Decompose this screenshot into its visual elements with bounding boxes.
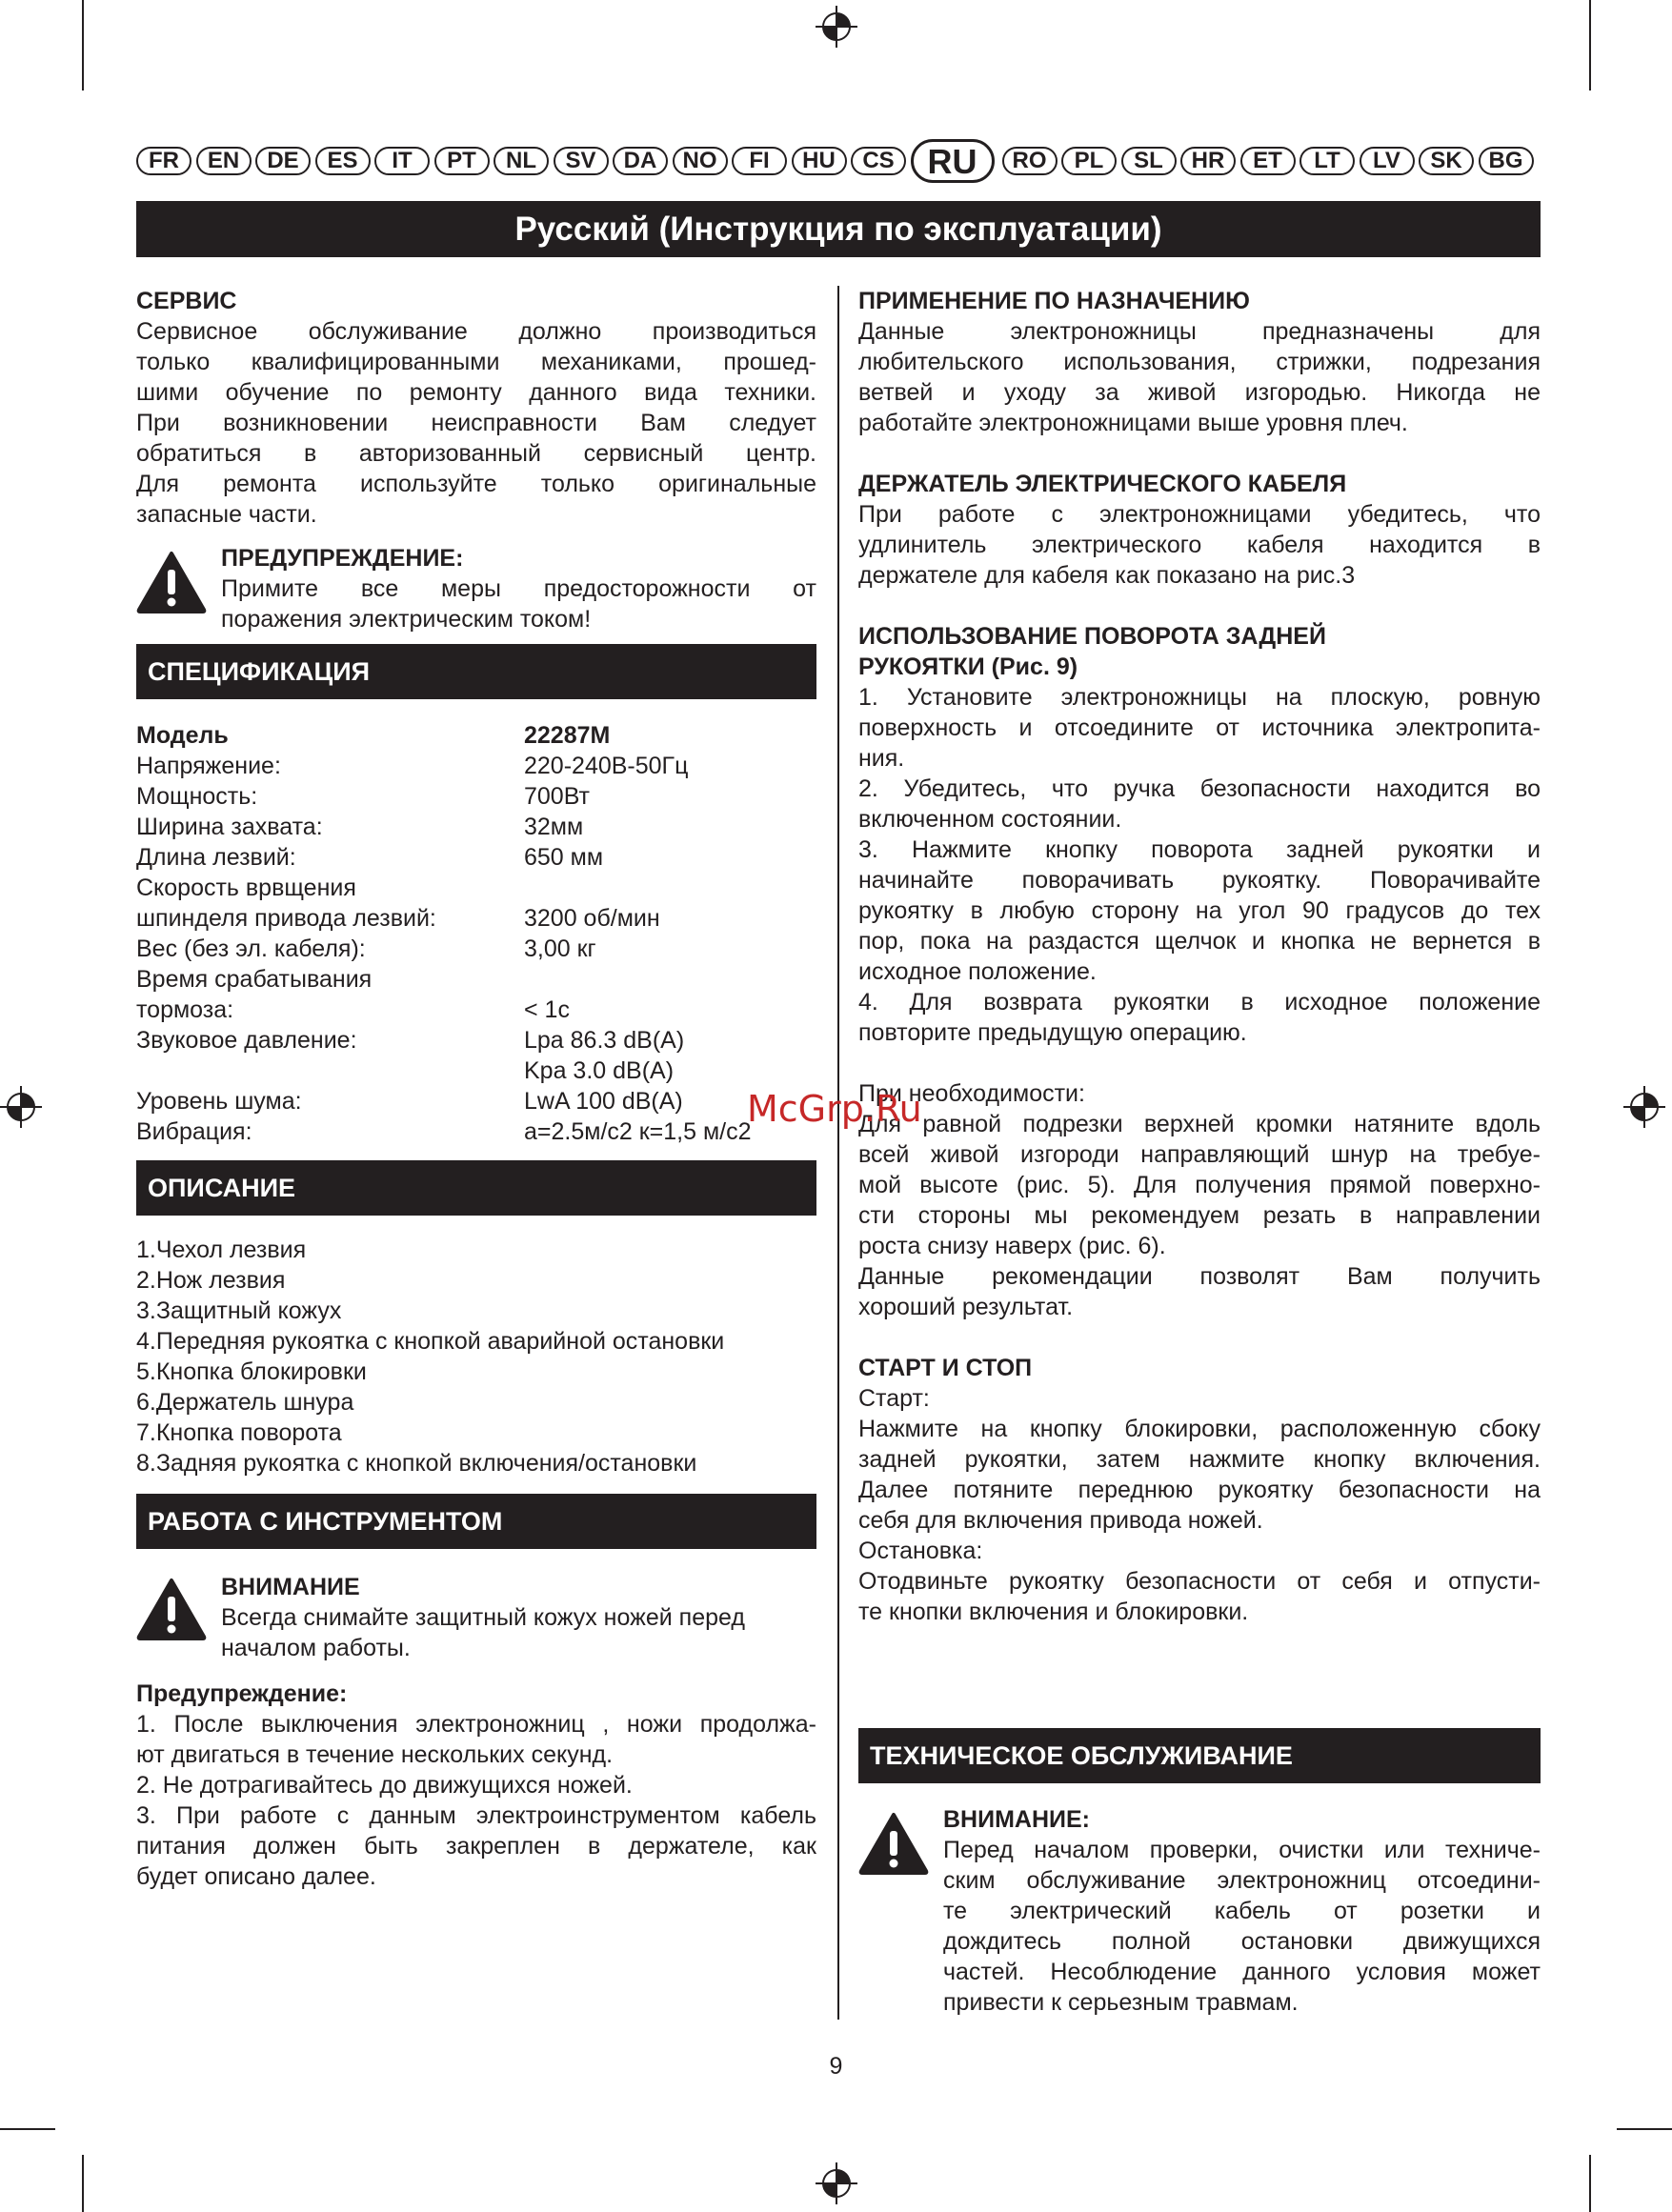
left-column [136,286,816,1892]
language-tab-de[interactable]: DE [255,147,311,175]
text-line: Примите все меры предосторожности от [221,575,816,602]
language-tab-cs[interactable]: CS [851,147,906,175]
text-line: те кнопки включения и блокировки. [858,1599,1249,1625]
text-line: обратиться в авторизованный сервисный центр. [136,440,816,467]
crop-mark [1589,2155,1591,2212]
spec-value: 220-240В-50Гц [524,753,689,779]
language-tab-hu[interactable]: HU [792,147,847,175]
startstop-text [858,1383,1541,1627]
registration-mark-icon [1623,1086,1665,1128]
text-line: питания должен быть закреплен в держателе, как [136,1833,816,1860]
text-line: ским обслуживание электроножниц отсоедини- [943,1867,1541,1894]
text-line: 2. Убедитесь, что ручка безопасности находится во [858,775,1541,802]
spec-key: Вибрация: [136,1118,252,1145]
service-warning [136,543,816,633]
language-tab-lt[interactable]: LT [1299,147,1355,175]
text-line: ют двигаться в течение нескольких секунд. [136,1741,614,1768]
text-line: Для равной подрезки верхней кромки натяните вдоль [858,1111,1541,1137]
spec-value: 650 мм [524,844,604,871]
text-line: При возникновении неисправности Вам следует [136,410,816,436]
list-item: 3.Защитный кожух [136,1297,342,1324]
crop-mark [1617,2128,1672,2130]
spec-row [136,751,816,781]
spec-key: Модель [136,722,229,749]
text-line: При необходимости: [858,1080,1085,1107]
spec-row [136,1025,816,1056]
language-tab-fi[interactable]: FI [732,147,787,175]
text-line: ветвей и уходу за живой изгородью. Никогда не [858,379,1541,406]
text-line: Для ремонта используйте только оригинальные [136,471,816,497]
work-warning-heading: Предупреждение: [136,1680,348,1707]
list-item: 1.Чехол лезвия [136,1237,307,1263]
text-line: 3. При работе с данным электроинструментом кабель [136,1802,816,1829]
text-line: началом работы. [221,1635,411,1661]
service-heading: СЕРВИС [136,288,237,314]
list-item: 5.Кнопка блокировки [136,1358,367,1385]
spec-value: 3200 об/мин [524,905,660,932]
text-line: будет описано далее. [136,1863,376,1890]
startstop-heading: СТАРТ И СТОП [858,1355,1033,1381]
language-tab-ro[interactable]: RO [1002,147,1058,175]
spec-row [136,964,816,995]
language-tab-pl[interactable]: PL [1061,147,1117,175]
spec-value: 700Вт [524,783,591,810]
text-line: 3. Нажмите кнопку поворота задней рукоятки и [858,836,1541,863]
text-line: Данные электроножницы предназначены для [858,318,1541,345]
language-tab-fr[interactable]: FR [136,147,191,175]
text-line: привести к серьезным травмам. [943,1989,1299,2016]
language-tab-da[interactable]: DA [613,147,668,175]
rotation-text [858,682,1541,1048]
usage-heading: ПРИМЕНЕНИЕ ПО НАЗНАЧЕНИЮ [858,288,1250,314]
text-line: 1. Установите электроножницы на плоскую, ровную [858,684,1541,711]
language-tab-no[interactable]: NO [673,147,728,175]
language-tab-sv[interactable]: SV [554,147,609,175]
watermark: McGrp.Ru [747,1088,922,1130]
text-line: держателе для кабеля как показано на рис.3 [858,562,1356,589]
spec-value: 22287M [524,722,611,749]
spec-value: Lpa 86.3 dB(A) [524,1027,685,1054]
rotation-heading-2: РУКОЯТКИ (Рис. 9) [858,654,1078,680]
crop-mark [82,2155,84,2212]
language-tab-et[interactable]: ET [1240,147,1296,175]
list-item: 7.Кнопка поворота [136,1419,342,1446]
text-line: Сервисное обслуживание должно производиться [136,318,816,345]
text-line: задней рукоятки, затем нажмите кнопку включения. [858,1446,1541,1473]
text-line: себя для включения привода ножей. [858,1507,1263,1534]
text-line: мой высоте (рис. 5). Для получения прямой поверхно- [858,1172,1541,1198]
text-line: Старт: [858,1385,930,1412]
text-line: Остановка: [858,1538,983,1564]
spec-key: Уровень шума: [136,1088,302,1115]
maintenance-section-header: ТЕХНИЧЕСКОЕ ОБСЛУЖИВАНИЕ [858,1728,1541,1783]
text-line: шими обучение по ремонту данного вида техники. [136,379,816,406]
rotation-heading: ИСПОЛЬЗОВАНИЕ ПОВОРОТА ЗАДНЕЙ [858,623,1326,650]
list-item: 4.Передняя рукоятка с кнопкой аварийной остановки [136,1328,725,1355]
language-tab-en[interactable]: EN [196,147,252,175]
text-line: запасные части. [136,501,317,528]
warning-heading: ПРЕДУПРЕЖДЕНИЕ: [221,545,464,572]
list-item: 8.Задняя рукоятка с кнопкой включения/остановки [136,1450,697,1477]
necessity-text [858,1078,1541,1322]
language-tab-pt[interactable]: PT [434,147,490,175]
text-line: удлинитель электрического кабеля находится в [858,532,1541,558]
text-line: Нажмите на кнопку блокировки, расположенную сбоку [858,1416,1541,1442]
page-title: Русский (Инструкция по эксплуатации) [136,201,1541,257]
text-line: начинайте поворачивать рукоятку. Поворачивайте [858,867,1541,894]
text-line: Данные рекомендации позволят Вам получить [858,1263,1541,1290]
text-line: При работе с электроножницами убедитесь, что [858,501,1541,528]
spec-row [136,934,816,964]
spec-key: Скорость врвщения [136,875,356,901]
text-line: повторите предыдущую операцию. [858,1019,1247,1046]
description-section-header: ОПИСАНИЕ [136,1160,816,1216]
text-line: поверхность и отсоедините от источника электропита- [858,714,1541,741]
right-column [858,286,1541,2018]
spec-row [136,1116,816,1147]
spec-row [136,842,816,873]
language-tab-lv[interactable]: LV [1360,147,1415,175]
warning-icon [858,1812,929,1875]
spec-row [136,995,816,1025]
language-bar [136,143,1541,181]
spec-row [136,1086,816,1116]
cable-holder-heading: ДЕРЖАТЕЛЬ ЭЛЕКТРИЧЕСКОГО КАБЕЛЯ [858,471,1347,497]
spec-value: a=2.5м/с2 к=1,5 м/с2 [524,1118,752,1145]
spec-value: Kpa 3.0 dB(A) [524,1057,675,1084]
text-line: включенном состоянии. [858,806,1122,833]
text-line: хороший результат. [858,1294,1074,1320]
spec-row [136,720,816,751]
text-line: те электрический кабель от розетки и [943,1898,1541,1924]
language-tab-sk[interactable]: SK [1419,147,1474,175]
service-text [136,316,816,530]
text-line: ния. [858,745,905,772]
maintenance-attention [858,1804,1541,2018]
text-line: исходное положение. [858,958,1097,985]
text-line: поражения электрическим током! [221,606,592,633]
spec-key: Длина лезвий: [136,844,296,871]
spec-row [136,873,816,903]
language-tab-bg[interactable]: BG [1479,147,1534,175]
warning-icon [136,1578,207,1640]
work-section-header: РАБОТА С ИНСТРУМЕНТОМ [136,1494,816,1549]
column-divider [837,286,839,2020]
spec-value: 3,00 кг [524,935,596,962]
language-tab-es[interactable]: ES [315,147,371,175]
attention-heading: ВНИМАНИЕ [221,1574,360,1600]
list-item: 2.Нож лезвия [136,1267,286,1294]
spec-row [136,1056,816,1086]
text-line: пор, пока на раздастся щелчок и кнопка не вернется в [858,928,1541,955]
spec-key: Звуковое давление: [136,1027,357,1054]
crop-mark [1589,0,1591,90]
spec-key: тормоза: [136,996,234,1023]
language-tab-ru[interactable]: RU [911,139,995,183]
text-line: роста снизу наверх (рис. 6). [858,1233,1166,1259]
text-line: 4. Для возврата рукоятки в исходное положение [858,989,1541,1016]
spec-table [136,720,816,1147]
spec-key: Время срабатывания [136,966,373,993]
registration-mark-icon [816,2162,857,2204]
text-line: частей. Несоблюдение данного условия может [943,1959,1541,1985]
text-line: 2. Не дотрагивайтесь до движущихся ножей. [136,1772,633,1799]
text-line: работайте электроножницами выше уровня плеч. [858,410,1408,436]
text-line: Перед началом проверки, очистки или техниче- [943,1837,1541,1863]
text-line: Отодвиньте рукоятку безопасности от себя и отпусти- [858,1568,1541,1595]
spec-row [136,781,816,812]
crop-mark [0,2128,55,2130]
language-tab-hr[interactable]: HR [1180,147,1236,175]
spec-row [136,812,816,842]
spec-key: Ширина захвата: [136,814,323,840]
description-list [136,1235,816,1478]
list-item: 6.Держатель шнура [136,1389,354,1416]
spec-section-header: СПЕЦИФИКАЦИЯ [136,644,816,699]
text-line: дождитесь полной остановки движущихся [943,1928,1541,1955]
page-number: 9 [829,2053,843,2080]
text-line: рукоятку в любую сторону на угол 90 градусов до тех [858,897,1541,924]
spec-key: шпинделя привода лезвий: [136,905,436,932]
text-line: сти стороны мы рекомендуем резать в направлении [858,1202,1541,1229]
text-line: любительского использования, стрижки, подрезания [858,349,1541,375]
spec-key: Вес (без эл. кабеля): [136,935,366,962]
language-tab-it[interactable]: IT [374,147,430,175]
spec-row [136,903,816,934]
language-tab-nl[interactable]: NL [494,147,549,175]
text-line: 1. После выключения электроножниц , ножи продолжа- [136,1711,816,1738]
language-tab-sl[interactable]: SL [1121,147,1177,175]
spec-key: Напряжение: [136,753,281,779]
attention-heading: ВНИМАНИЕ: [943,1806,1090,1833]
text-line: всей живой изгороди направляющий шнур на требуе- [858,1141,1541,1168]
text-line: Всегда снимайте защитный кожух ножей перед [221,1604,745,1631]
spec-value: < 1с [524,996,570,1023]
crop-mark [82,0,84,90]
spec-value: LwA 100 dB(A) [524,1088,683,1115]
spec-value: 32мм [524,814,584,840]
text-line: Далее потяните переднюю рукоятку безопасности на [858,1477,1541,1503]
warning-icon [136,551,207,613]
registration-mark-icon [816,6,857,48]
spec-key: Мощность: [136,783,258,810]
work-attention [136,1572,816,1661]
text-line: только квалифицированными механиками, прошед- [136,349,816,375]
registration-mark-icon [0,1086,42,1128]
